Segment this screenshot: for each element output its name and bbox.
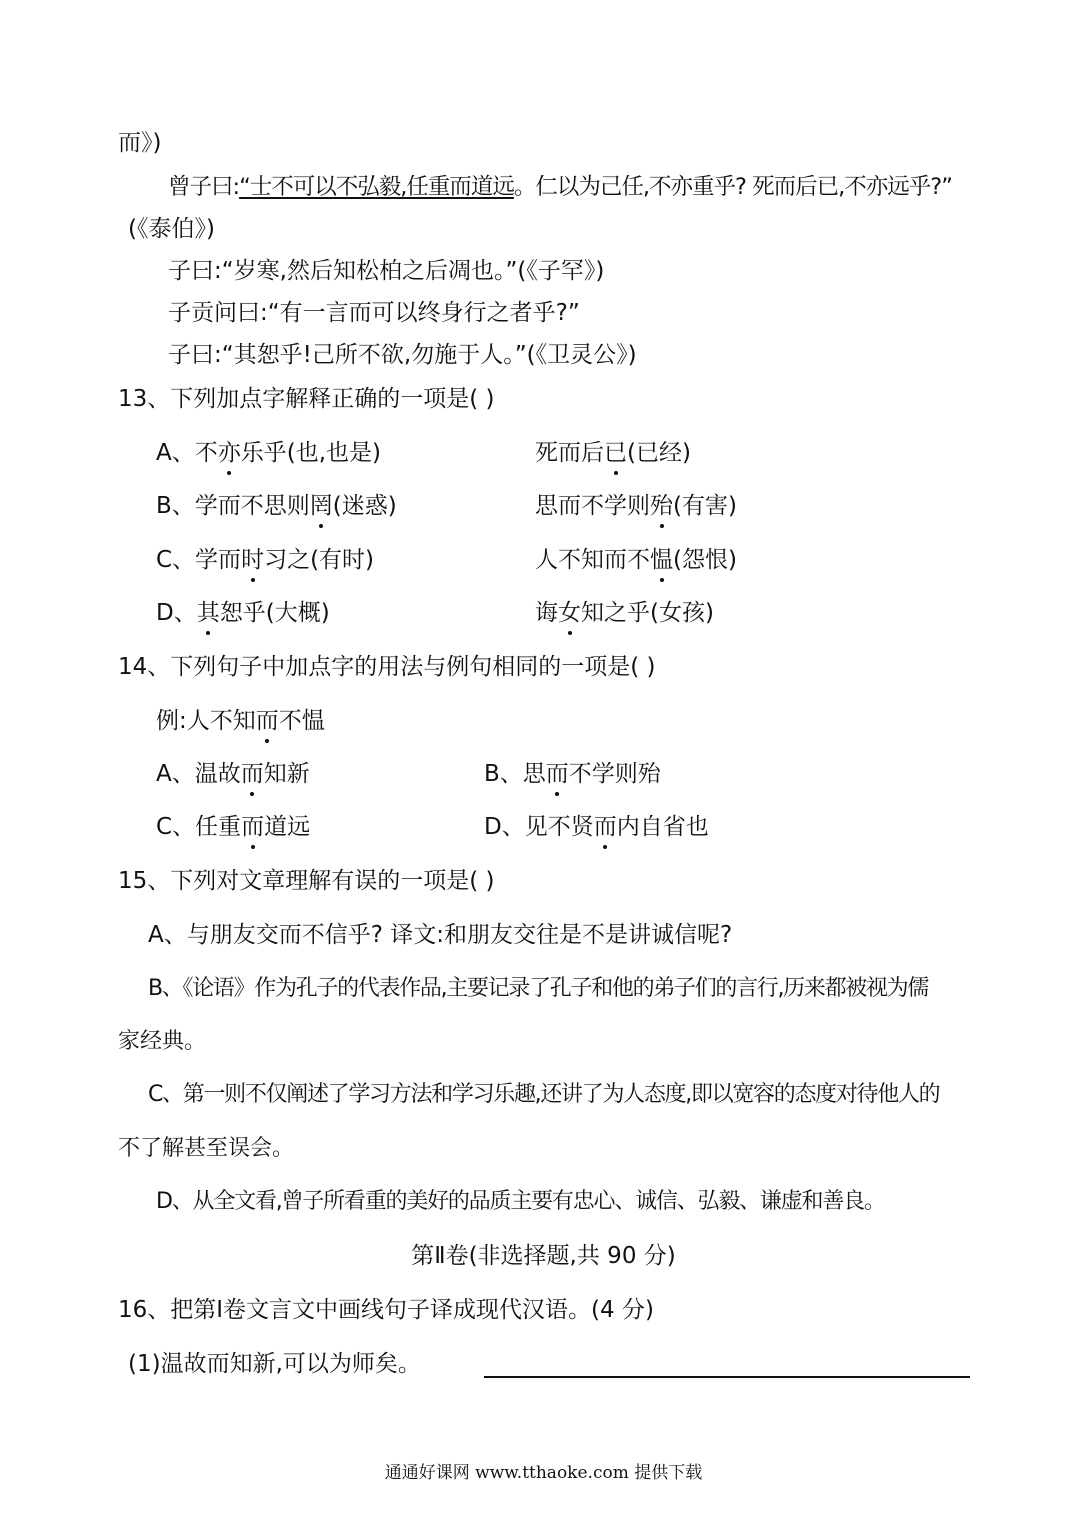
q14-option-a bbox=[156, 759, 310, 789]
question-16-stem: 16、把第Ⅰ卷文言文中画线句子译成现代汉语。(4 分) bbox=[118, 1297, 654, 1323]
text-segment: 例:人不知 bbox=[156, 708, 256, 734]
text-segment: 曾子曰: bbox=[168, 174, 240, 200]
text-segment: 不学则殆 bbox=[568, 761, 661, 787]
q13-option-b bbox=[156, 491, 397, 521]
text-segment: 。仁以为己任,不亦重乎? 死而后已,不亦远乎?” bbox=[513, 174, 952, 200]
text-segment: 内自省也 bbox=[616, 814, 709, 840]
text-segment: 恕乎(大概) bbox=[219, 600, 330, 626]
q15-option-b: B、《论语》作为孔子的代表作品,主要记录了孔子和他的弟子们的言行,历来都被视为儒 bbox=[148, 976, 929, 1001]
text-segment: 道远 bbox=[264, 814, 311, 840]
question-14-stem: 14、下列句子中加点字的用法与例句相同的一项是( ) bbox=[118, 654, 656, 680]
section-heading: 第Ⅱ卷(非选择题,共 90 分) bbox=[411, 1243, 676, 1269]
text-segment: (已经) bbox=[627, 440, 691, 466]
text-segment: 习之(有时) bbox=[264, 547, 375, 573]
dotted-character: 而 bbox=[593, 814, 617, 840]
q15-option-d: D、从全文看,曾子所看重的美好的品质主要有忠心、诚信、弘毅、谦虚和善良。 bbox=[156, 1189, 885, 1214]
q13-option-c bbox=[156, 545, 374, 575]
text-segment: D、 bbox=[156, 600, 197, 626]
q13-option-b-second bbox=[535, 491, 737, 521]
text-segment: (迷惑) bbox=[332, 493, 397, 519]
dotted-character: 而 bbox=[255, 708, 279, 734]
q13-option-c-second bbox=[535, 545, 737, 575]
text-segment: C、学而 bbox=[156, 547, 242, 573]
dotted-character: 而 bbox=[240, 761, 264, 787]
text-segment: A、不 bbox=[156, 440, 218, 466]
footer-text: 通通好课网 www.tthaoke.com 提供下载 bbox=[384, 1463, 703, 1483]
question-15-stem: 15、下列对文章理解有误的一项是( ) bbox=[118, 868, 495, 894]
quote-line bbox=[168, 172, 952, 202]
dotted-character: 时 bbox=[241, 547, 265, 573]
dotted-character: 而 bbox=[545, 761, 569, 787]
dotted-character: 已 bbox=[604, 440, 627, 466]
text-segment: 知之乎(女孩) bbox=[581, 600, 714, 626]
text-segment: A、温故 bbox=[156, 761, 241, 787]
q16-sentence-1: (1)温故而知新,可以为师矣。 bbox=[128, 1351, 421, 1377]
q13-option-a bbox=[156, 438, 381, 468]
q15-option-a: A、与朋友交而不信乎? 译文:和朋友交往是不是讲诚信呢? bbox=[148, 922, 733, 948]
q14-option-b bbox=[484, 759, 661, 789]
text-segment: B、思 bbox=[484, 761, 546, 787]
q13-option-d-second bbox=[535, 598, 714, 628]
text-segment: 乐乎(也,也是) bbox=[240, 440, 381, 466]
text-segment: 思而不学则 bbox=[535, 493, 650, 519]
text-segment: B、学而不思则 bbox=[156, 493, 310, 519]
question-13-stem: 13、下列加点字解释正确的一项是( ) bbox=[118, 386, 495, 412]
text-segment: 不愠 bbox=[278, 708, 325, 734]
text-segment: (怨恨) bbox=[673, 547, 737, 573]
text-segment: C、任重 bbox=[156, 814, 242, 840]
dotted-character: 女 bbox=[558, 600, 581, 626]
text-segment: (有害) bbox=[673, 493, 737, 519]
q15-option-c: C、第一则不仅阐述了学习方法和学习乐趣,还讲了为人态度,即以宽容的态度对待他人的 bbox=[148, 1082, 940, 1107]
text-line: 子贡问曰:“有一言而可以终身行之者乎?” bbox=[168, 300, 580, 326]
q15-option-b-cont: 家经典。 bbox=[118, 1029, 207, 1054]
text-line: 子曰:“岁寒,然后知松柏之后凋也。”(《子罕》) bbox=[168, 258, 605, 284]
q14-option-c bbox=[156, 812, 310, 842]
q14-example bbox=[156, 706, 325, 736]
dotted-character: 殆 bbox=[650, 493, 673, 519]
dotted-character: 而 bbox=[241, 814, 265, 840]
underlined-sentence: “士不可以不弘毅,任重而道远 bbox=[239, 174, 514, 200]
dotted-character: 愠 bbox=[650, 547, 673, 573]
text-line: 子曰:“其恕乎!己所不欲,勿施于人。”(《卫灵公》) bbox=[168, 342, 637, 368]
text-line: 而》) bbox=[118, 130, 162, 156]
dotted-character: 罔 bbox=[309, 493, 333, 519]
text-segment: 人不知而不 bbox=[535, 547, 650, 573]
q13-option-d bbox=[156, 598, 330, 628]
text-segment: 知新 bbox=[263, 761, 310, 787]
text-segment: D、见不贤 bbox=[484, 814, 594, 840]
q15-option-c-cont: 不了解甚至误会。 bbox=[118, 1136, 295, 1161]
text-line: (《泰伯》) bbox=[128, 216, 215, 242]
text-segment: 诲 bbox=[535, 600, 558, 626]
dotted-character: 亦 bbox=[217, 440, 241, 466]
dotted-character: 其 bbox=[196, 600, 220, 626]
answer-blank-line[interactable] bbox=[484, 1376, 970, 1378]
q14-option-d bbox=[484, 812, 709, 842]
q13-option-a-second bbox=[535, 438, 691, 468]
text-segment: 死而后 bbox=[535, 440, 604, 466]
